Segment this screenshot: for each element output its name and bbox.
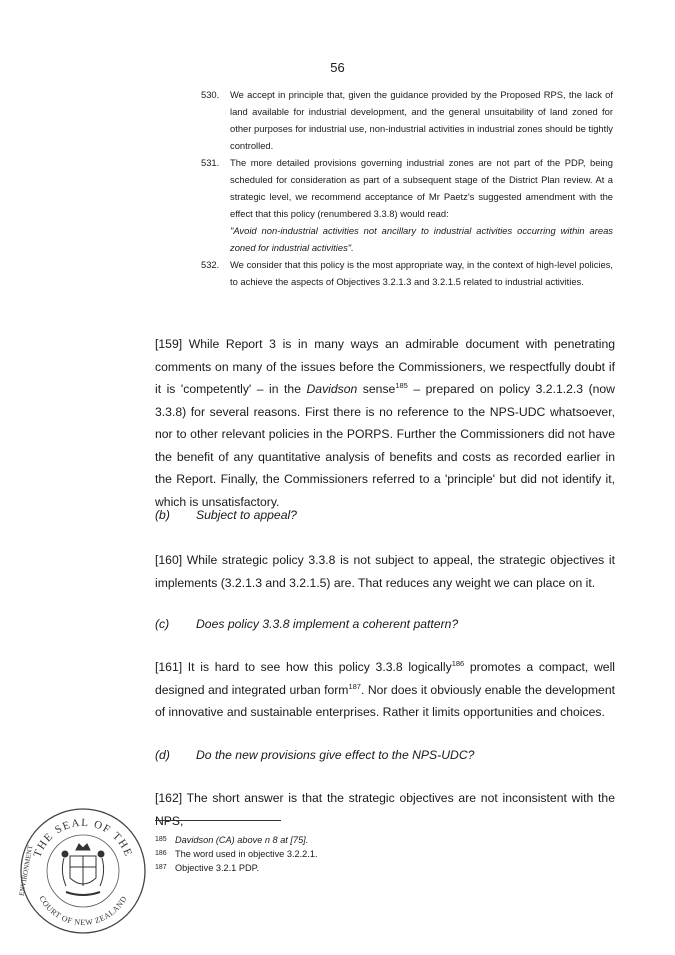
footnote-reference[interactable]: 185 [395, 380, 408, 390]
footnote-187: 187 Objective 3.2.1 PDP. [155, 863, 260, 873]
quote-item-text: The more detailed provisions governing industrial zones are not part of the PDP, being scheduled for consideration as part of a subsequent stage of the District Plan review. At a strategic level, we recommend acceptance of Mr Paetz's suggested amendment with the effect that this policy (renumbered 3.3.8) would read: [230, 157, 613, 219]
svg-text:ENVIRONMENT: ENVIRONMENT [18, 844, 35, 897]
quote-item-530 [201, 86, 613, 154]
page-number: 56 [330, 60, 345, 75]
quote-item-text: We consider that this policy is the most appropriate way, in the context of high-level policies, to achieve the aspects of Objectives 3.2.1.3 and 3.2.1.5 related to industrial activities. [230, 259, 613, 287]
footnotes [155, 833, 318, 875]
quote-item-number: 531. [201, 157, 220, 168]
svg-text:COURT OF NEW ZEALAND: COURT OF NEW ZEALAND [37, 894, 129, 928]
footnote-divider [155, 820, 281, 821]
svg-text:THE SEAL OF THE: THE SEAL OF THE [31, 816, 135, 859]
coat-of-arms-icon [62, 844, 104, 895]
court-seal-stamp [18, 806, 148, 936]
paragraph-161: [161] It is hard to see how this policy 3.3.8 logically$^{186}$ promotes a compact, well designed and integrated urban form$^{187}$. Nor does it obviously enable the development of innovative and sustainable enterprises. Rather it limits opportunities and choices. [155, 658, 615, 719]
heading-c: (c) Does policy 3.3.8 implement a coherent pattern? [155, 617, 459, 631]
heading-b: (b) Subject to appeal? [155, 508, 297, 522]
footnote-reference[interactable]: 186 [451, 658, 465, 668]
quote-item-532 [201, 256, 613, 290]
case-name: Davidson [306, 382, 358, 396]
footnote-186: 186 The word used in objective 3.2.2.1. [155, 849, 318, 859]
paragraph-160: [160] While strategic policy 3.3.8 is not subject to appeal, the strategic objectives it implements (3.2.1.3 and 3.2.1.5) are. That reduces any weight we can place on it. [155, 553, 615, 590]
heading-d: (d) Do the new provisions give effect to the NPS-UDC? [155, 748, 475, 762]
quote-item-531 [201, 154, 613, 256]
footnote-185: 185 Davidson (CA) above n 8 at [75]. [155, 835, 309, 845]
paragraph-162: [162] The short answer is that the strategic objectives are not inconsistent with the NPS, [155, 791, 615, 828]
footnote-reference[interactable]: 187 [348, 681, 361, 691]
paragraph-159: [159] While Report 3 is in many ways an admirable document with penetrating comments on many of the issues before the Commissioners, we respectfully doubt if it is 'competently' – in the Davidson sense$^{185}$ – prepared on policy 3.2.1.2.3 (now 3.3.8) for several reasons. First there is no reference to the NPS-UDC whatsoever, nor to other relevant policies in the PORPS. Further the Commissioners did not have the benefit of any quantitative analysis of benefits and costs as recorded earlier in the Report. Finally, the Commissioners referred to a 'principle' but did not identify it, which is unsatisfactory. [155, 337, 615, 509]
quote-item-number: 532. [201, 259, 220, 270]
quote-item-number: 530. [201, 89, 220, 100]
quoted-report-extract [201, 86, 613, 290]
quoted-policy-wording: "Avoid non-industrial activities not ancillary to industrial activities occurring within areas zoned for industrial activities". [230, 225, 613, 253]
quote-item-text: We accept in principle that, given the guidance provided by the Proposed RPS, the lack of land available for industrial development, and the general unsuitability of land zoned for other purposes for industrial use, non-industrial activities in industrial zones should be tightly controlled. [230, 89, 613, 151]
